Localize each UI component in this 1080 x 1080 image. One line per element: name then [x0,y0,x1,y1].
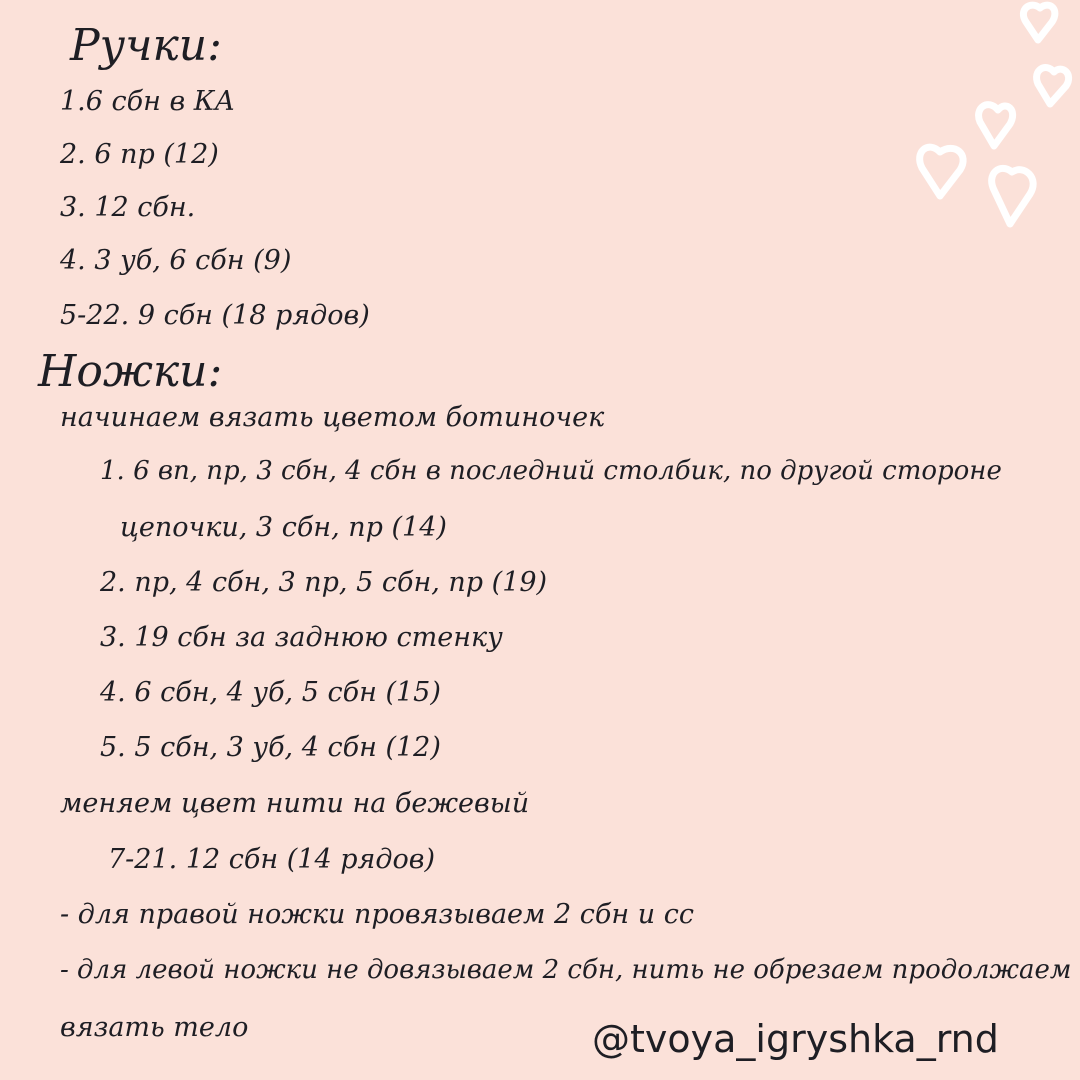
legs-row-7-21: 7-21. 12 сбн (14 рядов) [108,844,435,875]
arms-title: Ручки: [70,20,222,71]
legs-intro: начинаем вязать цветом ботиночек [60,402,605,433]
arms-row-3: 3. 12 сбн. [60,192,196,223]
instagram-handle: @tvoya_igryshka_rnd [592,1017,999,1061]
left-leg-note: - для левой ножки не довязываем 2 сбн, нить не обрезаем продолжаем [60,955,1072,985]
arms-row-2: 2. 6 пр (12) [60,139,219,170]
arms-row-1: 1.6 сбн в КА [60,86,236,117]
hearts-icon [900,0,1080,260]
arms-row-5: 5-22. 9 сбн (18 рядов) [60,300,370,331]
left-leg-note-cont: вязать тело [60,1012,249,1043]
legs-row-3: 3. 19 сбн за заднюю стенку [100,622,503,653]
legs-color-change: меняем цвет нити на бежевый [60,788,530,819]
legs-row-4: 4. 6 сбн, 4 уб, 5 сбн (15) [100,677,441,708]
legs-title: Ножки: [38,346,223,397]
legs-row-1: 1. 6 вп, пр, 3 сбн, 4 сбн в последний столбик, по другой стороне [100,456,1002,486]
legs-row-5: 5. 5 сбн, 3 уб, 4 сбн (12) [100,732,441,763]
legs-row-1-cont: цепочки, 3 сбн, пр (14) [120,512,447,543]
legs-row-2: 2. пр, 4 сбн, 3 пр, 5 сбн, пр (19) [100,567,548,598]
right-leg-note: - для правой ножки провязываем 2 сбн и сс [60,899,694,930]
arms-row-4: 4. 3 уб, 6 сбн (9) [60,245,292,276]
